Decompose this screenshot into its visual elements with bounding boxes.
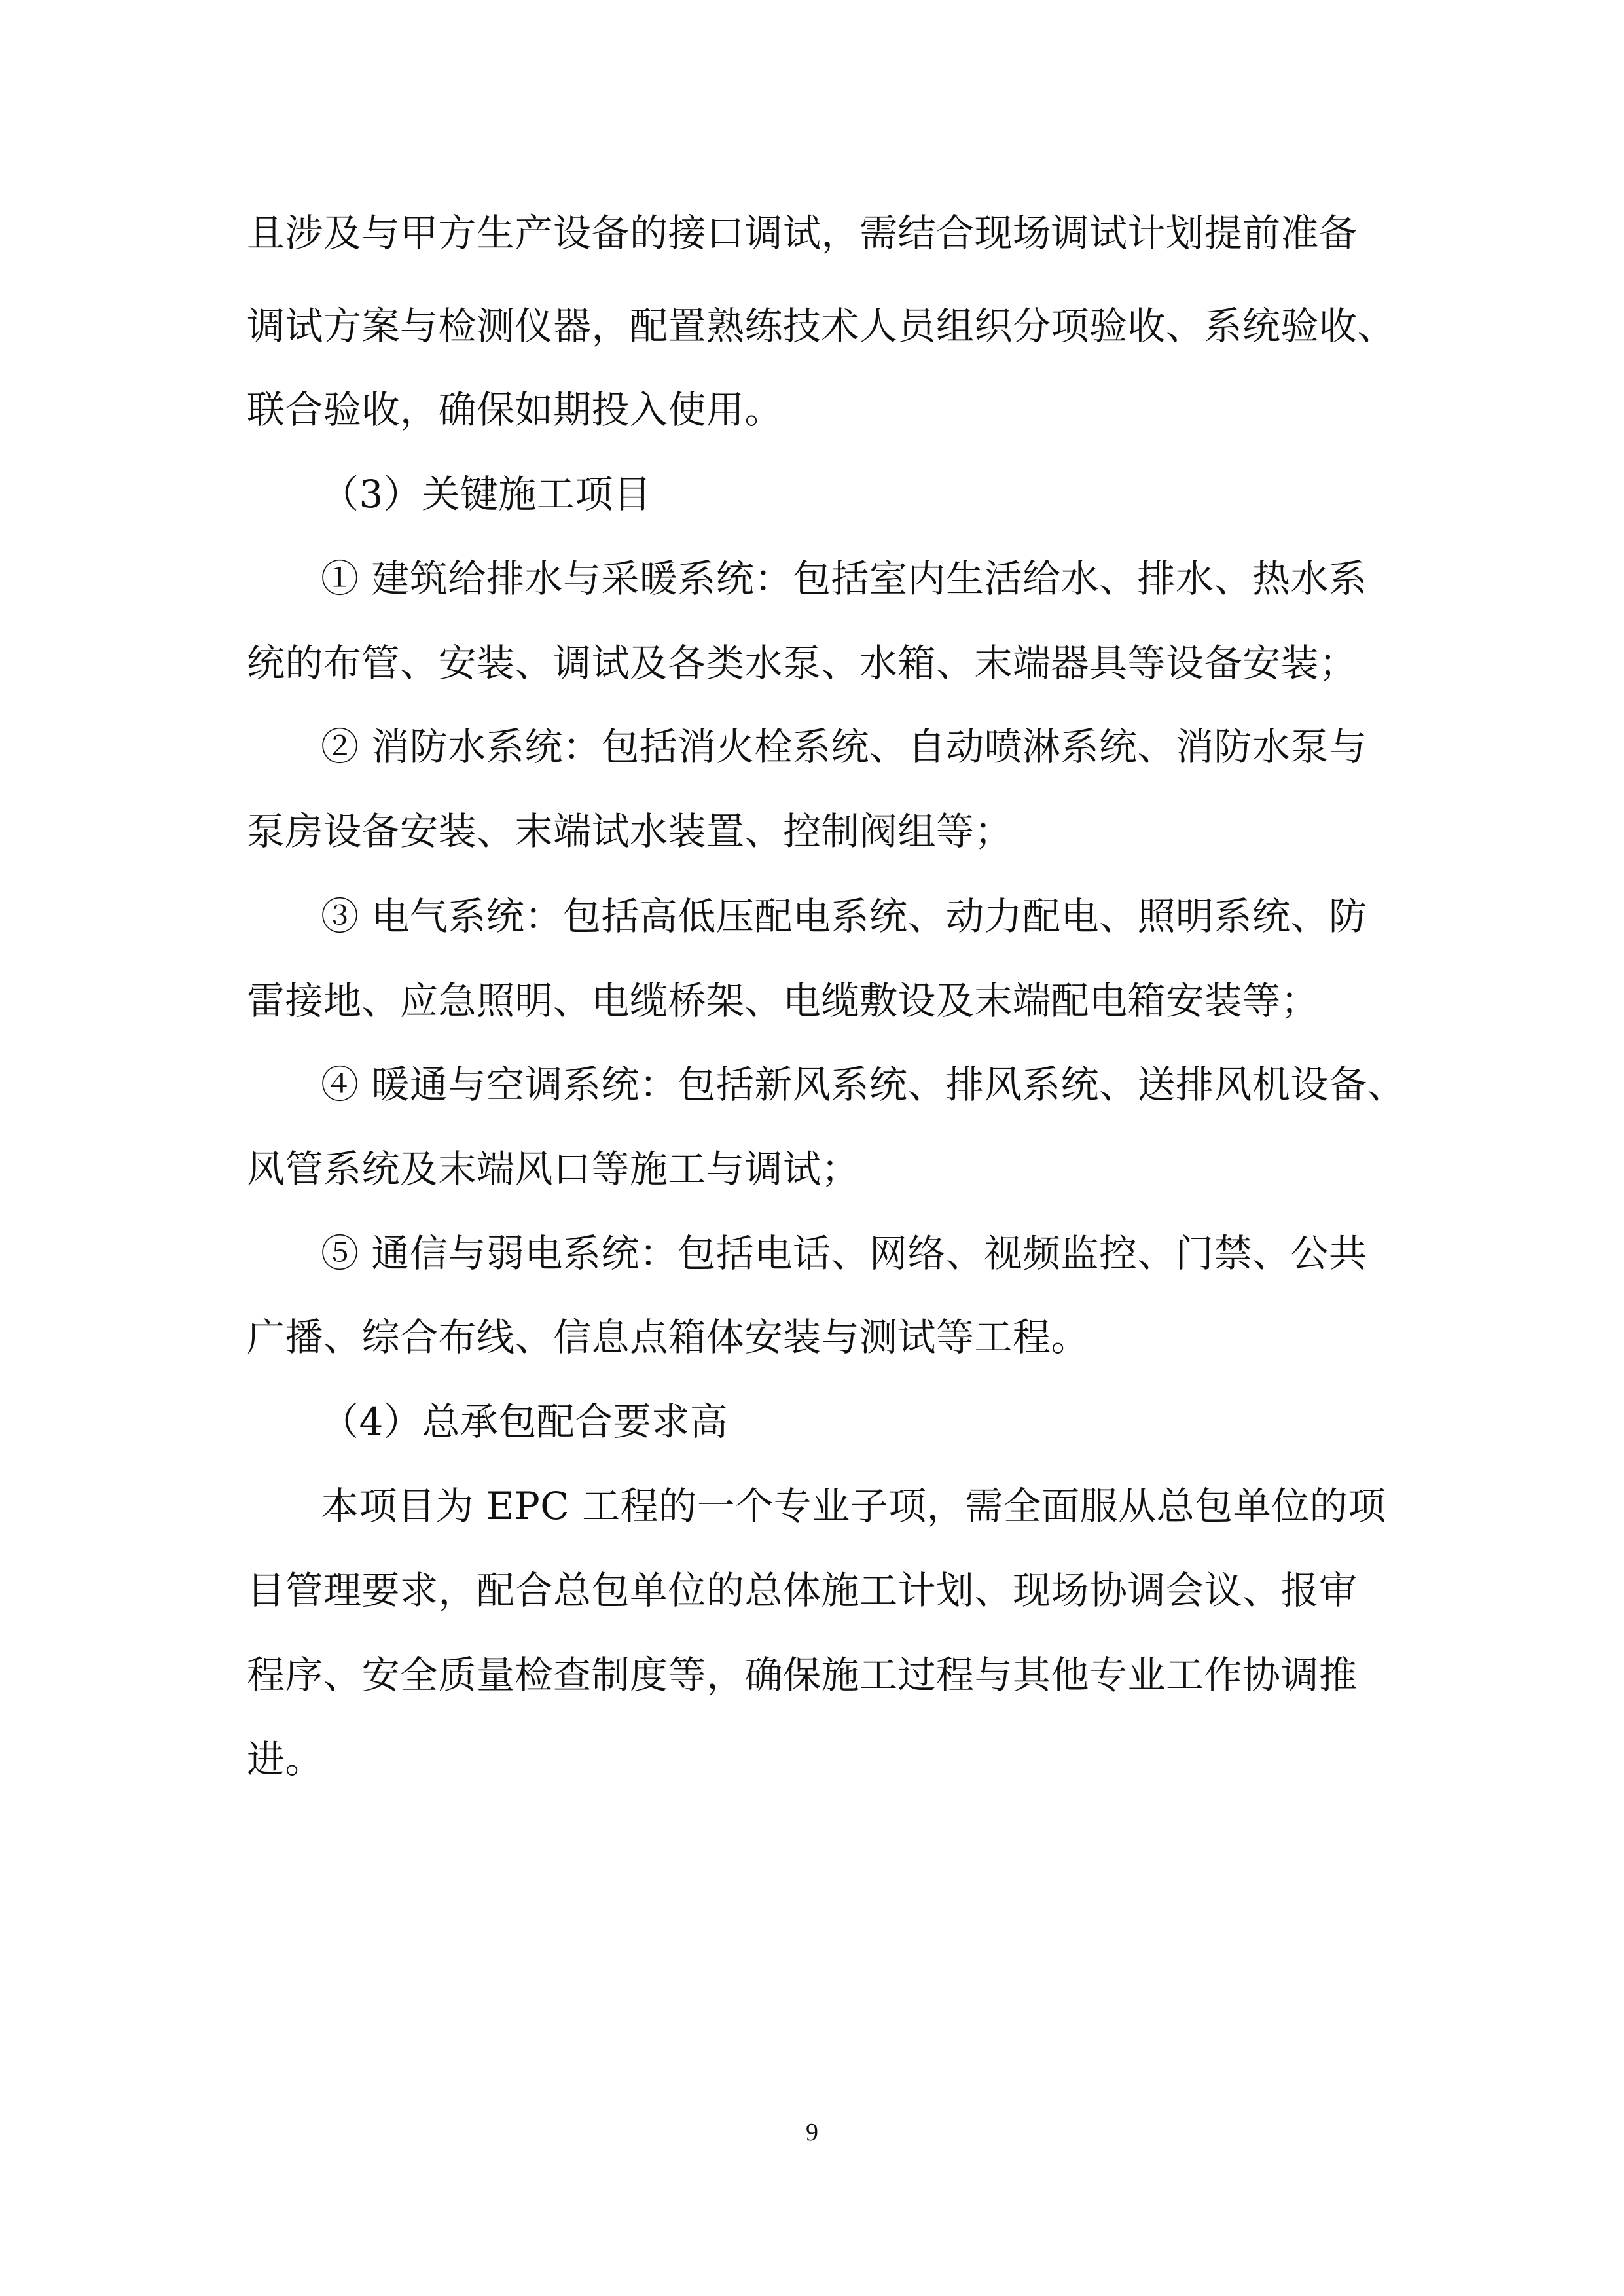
list-item-5-line: 广播、综合布线、信息点箱体安装与测试等工程。 [247, 1315, 1090, 1359]
section-heading-3: （3）关键施工项目 [321, 472, 652, 516]
list-item-3-line: 雷接地、应急照明、电缆桥架、电缆敷设及末端配电箱安装等； [247, 978, 1320, 1023]
list-item-5-line: ⑤ 通信与弱电系统：包括电话、网络、视频监控、门禁、公共 [321, 1231, 1367, 1276]
list-item-2-line: ② 消防水系统：包括消火栓系统、自动喷淋系统、消防水泵与 [321, 725, 1367, 769]
paragraph-line: 且涉及与甲方生产设备的接口调试，需结合现场调试计划提前准备 [247, 211, 1358, 255]
list-item-2-line: 泵房设备安装、末端试水装置、控制阀组等； [247, 809, 1013, 853]
list-item-3-line: ③ 电气系统：包括高低压配电系统、动力配电、照明系统、防 [321, 894, 1367, 939]
page-number: 9 [806, 2119, 818, 2146]
paragraph-line: 程序、安全质量检查制度等，确保施工过程与其他专业工作协调推 [247, 1653, 1358, 1697]
list-item-4-line: 风管系统及末端风口等施工与调试； [247, 1147, 860, 1191]
list-item-1-line: 统的布管、安装、调试及各类水泵、水箱、末端器具等设备安装； [247, 641, 1358, 685]
paragraph-line: 进。 [247, 1737, 324, 1782]
section-heading-4: （4）总承包配合要求高 [321, 1399, 729, 1444]
paragraph-line: 调试方案与检测仪器，配置熟练技术人员组织分项验收、系统验收、 [247, 304, 1396, 348]
list-item-1-line: ① 建筑给排水与采暖系统：包括室内生活给水、排水、热水系 [321, 556, 1367, 601]
paragraph-line: 本项目为 EPC 工程的一个专业子项，需全面服从总包单位的项 [321, 1484, 1386, 1528]
list-item-4-line: ④ 暖通与空调系统：包括新风系统、排风系统、送排风机设备、 [321, 1062, 1405, 1107]
paragraph-line: 目管理要求，配合总包单位的总体施工计划、现场协调会议、报审 [247, 1568, 1358, 1613]
paragraph-line: 联合验收，确保如期投入使用。 [247, 387, 784, 432]
